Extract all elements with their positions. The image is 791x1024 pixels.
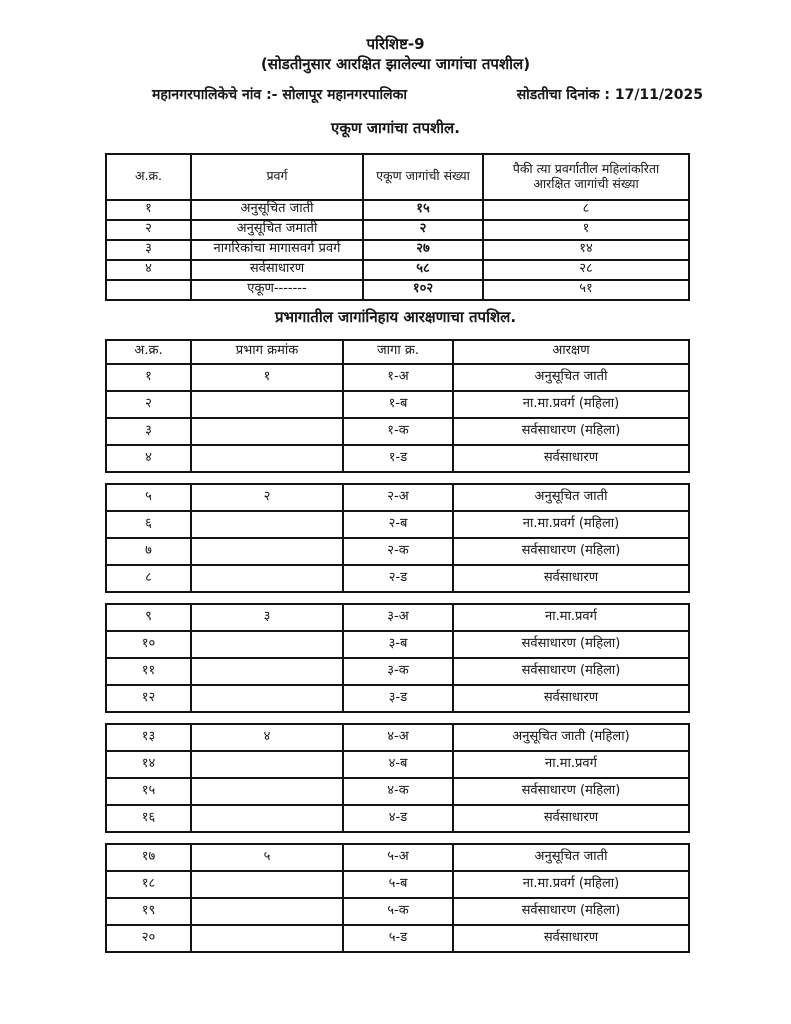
summary-cell-total: ५८ — [363, 260, 483, 280]
summary-cell-women: २८ — [483, 260, 689, 280]
summary-row — [106, 200, 689, 220]
ward-cell-sr: १३ — [106, 724, 191, 751]
ward-cell-ward-no — [191, 658, 343, 685]
ward-cell-ward-no — [191, 871, 343, 898]
ward-row — [106, 751, 689, 778]
ward-cell-seat-no: २-अ — [343, 484, 453, 511]
ward-cell-ward-no — [191, 445, 343, 472]
ward-cell-ward-no: ५ — [191, 844, 343, 871]
ward-cell-sr: १९ — [106, 898, 191, 925]
summary-cell-total: १०२ — [363, 280, 483, 300]
ward-cell-reservation: सर्वसाधारण (महिला) — [453, 778, 689, 805]
summary-header-total: एकूण जागांची संख्या — [363, 154, 483, 200]
summary-cell-total: २७ — [363, 240, 483, 260]
summary-cell-sr: २ — [106, 220, 191, 240]
ward-row — [106, 538, 689, 565]
ward-cell-sr: १६ — [106, 805, 191, 832]
ward-cell-reservation: अनुसूचित जाती (महिला) — [453, 724, 689, 751]
ward-row — [106, 844, 689, 871]
ward-row — [106, 724, 689, 751]
ward-cell-ward-no — [191, 805, 343, 832]
ward-cell-seat-no: ५-ब — [343, 871, 453, 898]
ward-cell-seat-no: ५-क — [343, 898, 453, 925]
ward-cell-ward-no — [191, 925, 343, 952]
ward-header-row — [106, 340, 689, 364]
ward-row — [106, 445, 689, 472]
ward-cell-reservation: ना.मा.प्रवर्ग (महिला) — [453, 871, 689, 898]
ward-cell-seat-no: २-क — [343, 538, 453, 565]
ward-cell-sr: २ — [106, 391, 191, 418]
ward-cell-ward-no — [191, 631, 343, 658]
ward-cell-seat-no: ४-ब — [343, 751, 453, 778]
ward-cell-sr: ७ — [106, 538, 191, 565]
summary-cell-total: २ — [363, 220, 483, 240]
ward-row — [106, 925, 689, 952]
ward-cell-ward-no: २ — [191, 484, 343, 511]
lottery-date: सोडतीचा दिनांक : 17/11/2025 — [516, 86, 703, 103]
summary-row — [106, 240, 689, 260]
ward-cell-sr: ३ — [106, 418, 191, 445]
ward-row — [106, 898, 689, 925]
appendix-subtitle: (सोडतीनुसार आरक्षित झालेल्या जागांचा तपशील) — [260, 55, 531, 74]
ward-cell-reservation: ना.मा.प्रवर्ग (महिला) — [453, 511, 689, 538]
summary-header-category: प्रवर्ग — [191, 154, 363, 200]
ward-cell-seat-no: ५-अ — [343, 844, 453, 871]
ward-cell-sr: १० — [106, 631, 191, 658]
ward-cell-seat-no: ४-क — [343, 778, 453, 805]
ward-cell-ward-no — [191, 391, 343, 418]
ward-row — [106, 484, 689, 511]
ward-row — [106, 364, 689, 391]
ward-cell-sr: १८ — [106, 871, 191, 898]
ward-cell-reservation: सर्वसाधारण (महिला) — [453, 658, 689, 685]
ward-table-block-4 — [105, 723, 690, 833]
info-row — [152, 85, 703, 104]
summary-cell-sr — [106, 280, 191, 300]
ward-cell-ward-no — [191, 778, 343, 805]
ward-cell-reservation: अनुसूचित जाती — [453, 364, 689, 391]
ward-cell-sr: ४ — [106, 445, 191, 472]
ward-cell-sr: १४ — [106, 751, 191, 778]
summary-cell-category: अनुसूचित जमाती — [191, 220, 363, 240]
ward-cell-seat-no: १-क — [343, 418, 453, 445]
ward-cell-sr: ११ — [106, 658, 191, 685]
ward-cell-reservation: ना.मा.प्रवर्ग (महिला) — [453, 391, 689, 418]
ward-row — [106, 418, 689, 445]
ward-cell-seat-no: २-ड — [343, 565, 453, 592]
summary-row — [106, 220, 689, 240]
ward-cell-seat-no: १-ड — [343, 445, 453, 472]
summary-cell-women: १४ — [483, 240, 689, 260]
ward-table-block-5 — [105, 843, 690, 953]
ward-cell-reservation: सर्वसाधारण — [453, 565, 689, 592]
ward-cell-seat-no: २-ब — [343, 511, 453, 538]
ward-header-ward-no: प्रभाग क्रमांक — [191, 340, 343, 364]
summary-cell-sr: ३ — [106, 240, 191, 260]
ward-cell-ward-no: १ — [191, 364, 343, 391]
ward-cell-seat-no: ३-अ — [343, 604, 453, 631]
summary-total-row — [106, 280, 689, 300]
ward-row — [106, 565, 689, 592]
ward-cell-sr: ६ — [106, 511, 191, 538]
ward-cell-sr: ५ — [106, 484, 191, 511]
ward-cell-ward-no — [191, 751, 343, 778]
ward-table-block-2 — [105, 483, 690, 593]
ward-cell-sr: २० — [106, 925, 191, 952]
ward-cell-ward-no: ३ — [191, 604, 343, 631]
ward-cell-reservation: सर्वसाधारण — [453, 445, 689, 472]
ward-table-block-1 — [105, 339, 690, 473]
ward-cell-seat-no: १-ब — [343, 391, 453, 418]
ward-row — [106, 805, 689, 832]
summary-cell-category: नागरिकांचा मागासवर्ग प्रवर्ग — [191, 240, 363, 260]
ward-header-reservation: आरक्षण — [453, 340, 689, 364]
ward-row — [106, 871, 689, 898]
ward-row — [106, 604, 689, 631]
ward-section-title: प्रभागातील जागांनिहाय आरक्षणाचा तपशिल. — [274, 307, 517, 326]
ward-cell-ward-no — [191, 511, 343, 538]
ward-header-sr: अ.क्र. — [106, 340, 191, 364]
appendix-title: परिशिष्ट-9 — [366, 35, 425, 53]
ward-row — [106, 511, 689, 538]
ward-cell-reservation: सर्वसाधारण (महिला) — [453, 418, 689, 445]
ward-cell-sr: १७ — [106, 844, 191, 871]
ward-cell-sr: ८ — [106, 565, 191, 592]
ward-row — [106, 685, 689, 712]
ward-cell-ward-no — [191, 565, 343, 592]
ward-cell-ward-no — [191, 685, 343, 712]
summary-header-women — [483, 154, 689, 200]
ward-cell-reservation: अनुसूचित जाती — [453, 484, 689, 511]
ward-cell-ward-no — [191, 538, 343, 565]
summary-header-women-line1: पैकी त्या प्रवर्गातील महिलांकरिता — [512, 161, 660, 177]
summary-cell-women: ८ — [483, 200, 689, 220]
summary-cell-category: अनुसूचित जाती — [191, 200, 363, 220]
ward-row — [106, 658, 689, 685]
ward-row — [106, 631, 689, 658]
summary-header-sr: अ.क्र. — [106, 154, 191, 200]
ward-cell-reservation: ना.मा.प्रवर्ग — [453, 751, 689, 778]
summary-cell-total: १५ — [363, 200, 483, 220]
summary-cell-category: सर्वसाधारण — [191, 260, 363, 280]
ward-cell-reservation: सर्वसाधारण (महिला) — [453, 631, 689, 658]
summary-cell-sr: ४ — [106, 260, 191, 280]
ward-table-block-3 — [105, 603, 690, 713]
ward-cell-reservation: सर्वसाधारण — [453, 685, 689, 712]
ward-row — [106, 391, 689, 418]
ward-cell-sr: १५ — [106, 778, 191, 805]
summary-cell-women: ५१ — [483, 280, 689, 300]
ward-cell-ward-no: ४ — [191, 724, 343, 751]
summary-section-title: एकूण जागांचा तपशील. — [331, 118, 460, 137]
summary-header-women-line2: आरक्षित जागांची संख्या — [533, 175, 639, 191]
summary-cell-women: १ — [483, 220, 689, 240]
ward-cell-sr: १ — [106, 364, 191, 391]
ward-cell-seat-no: ३-ब — [343, 631, 453, 658]
summary-row — [106, 260, 689, 280]
ward-cell-sr: १२ — [106, 685, 191, 712]
summary-table — [105, 153, 690, 301]
ward-cell-seat-no: ५-ड — [343, 925, 453, 952]
ward-cell-seat-no: ४-ड — [343, 805, 453, 832]
ward-cell-reservation: सर्वसाधारण — [453, 805, 689, 832]
ward-cell-reservation: सर्वसाधारण (महिला) — [453, 898, 689, 925]
ward-row — [106, 778, 689, 805]
ward-cell-seat-no: १-अ — [343, 364, 453, 391]
municipality-name: महानगरपालिकेचे नांव :- सोलापूर महानगरपालिका — [152, 86, 408, 103]
ward-header-seat-no: जागा क्र. — [343, 340, 453, 364]
ward-cell-reservation: सर्वसाधारण (महिला) — [453, 538, 689, 565]
ward-cell-sr: ९ — [106, 604, 191, 631]
ward-cell-ward-no — [191, 898, 343, 925]
ward-cell-seat-no: ३-ड — [343, 685, 453, 712]
ward-cell-seat-no: ४-अ — [343, 724, 453, 751]
ward-cell-reservation: ना.मा.प्रवर्ग — [453, 604, 689, 631]
ward-cell-reservation: अनुसूचित जाती — [453, 844, 689, 871]
summary-cell-category: एकूण------- — [191, 280, 363, 300]
summary-header-row — [106, 154, 689, 200]
summary-cell-sr: १ — [106, 200, 191, 220]
ward-cell-ward-no — [191, 418, 343, 445]
ward-cell-reservation: सर्वसाधारण — [453, 925, 689, 952]
ward-cell-seat-no: ३-क — [343, 658, 453, 685]
